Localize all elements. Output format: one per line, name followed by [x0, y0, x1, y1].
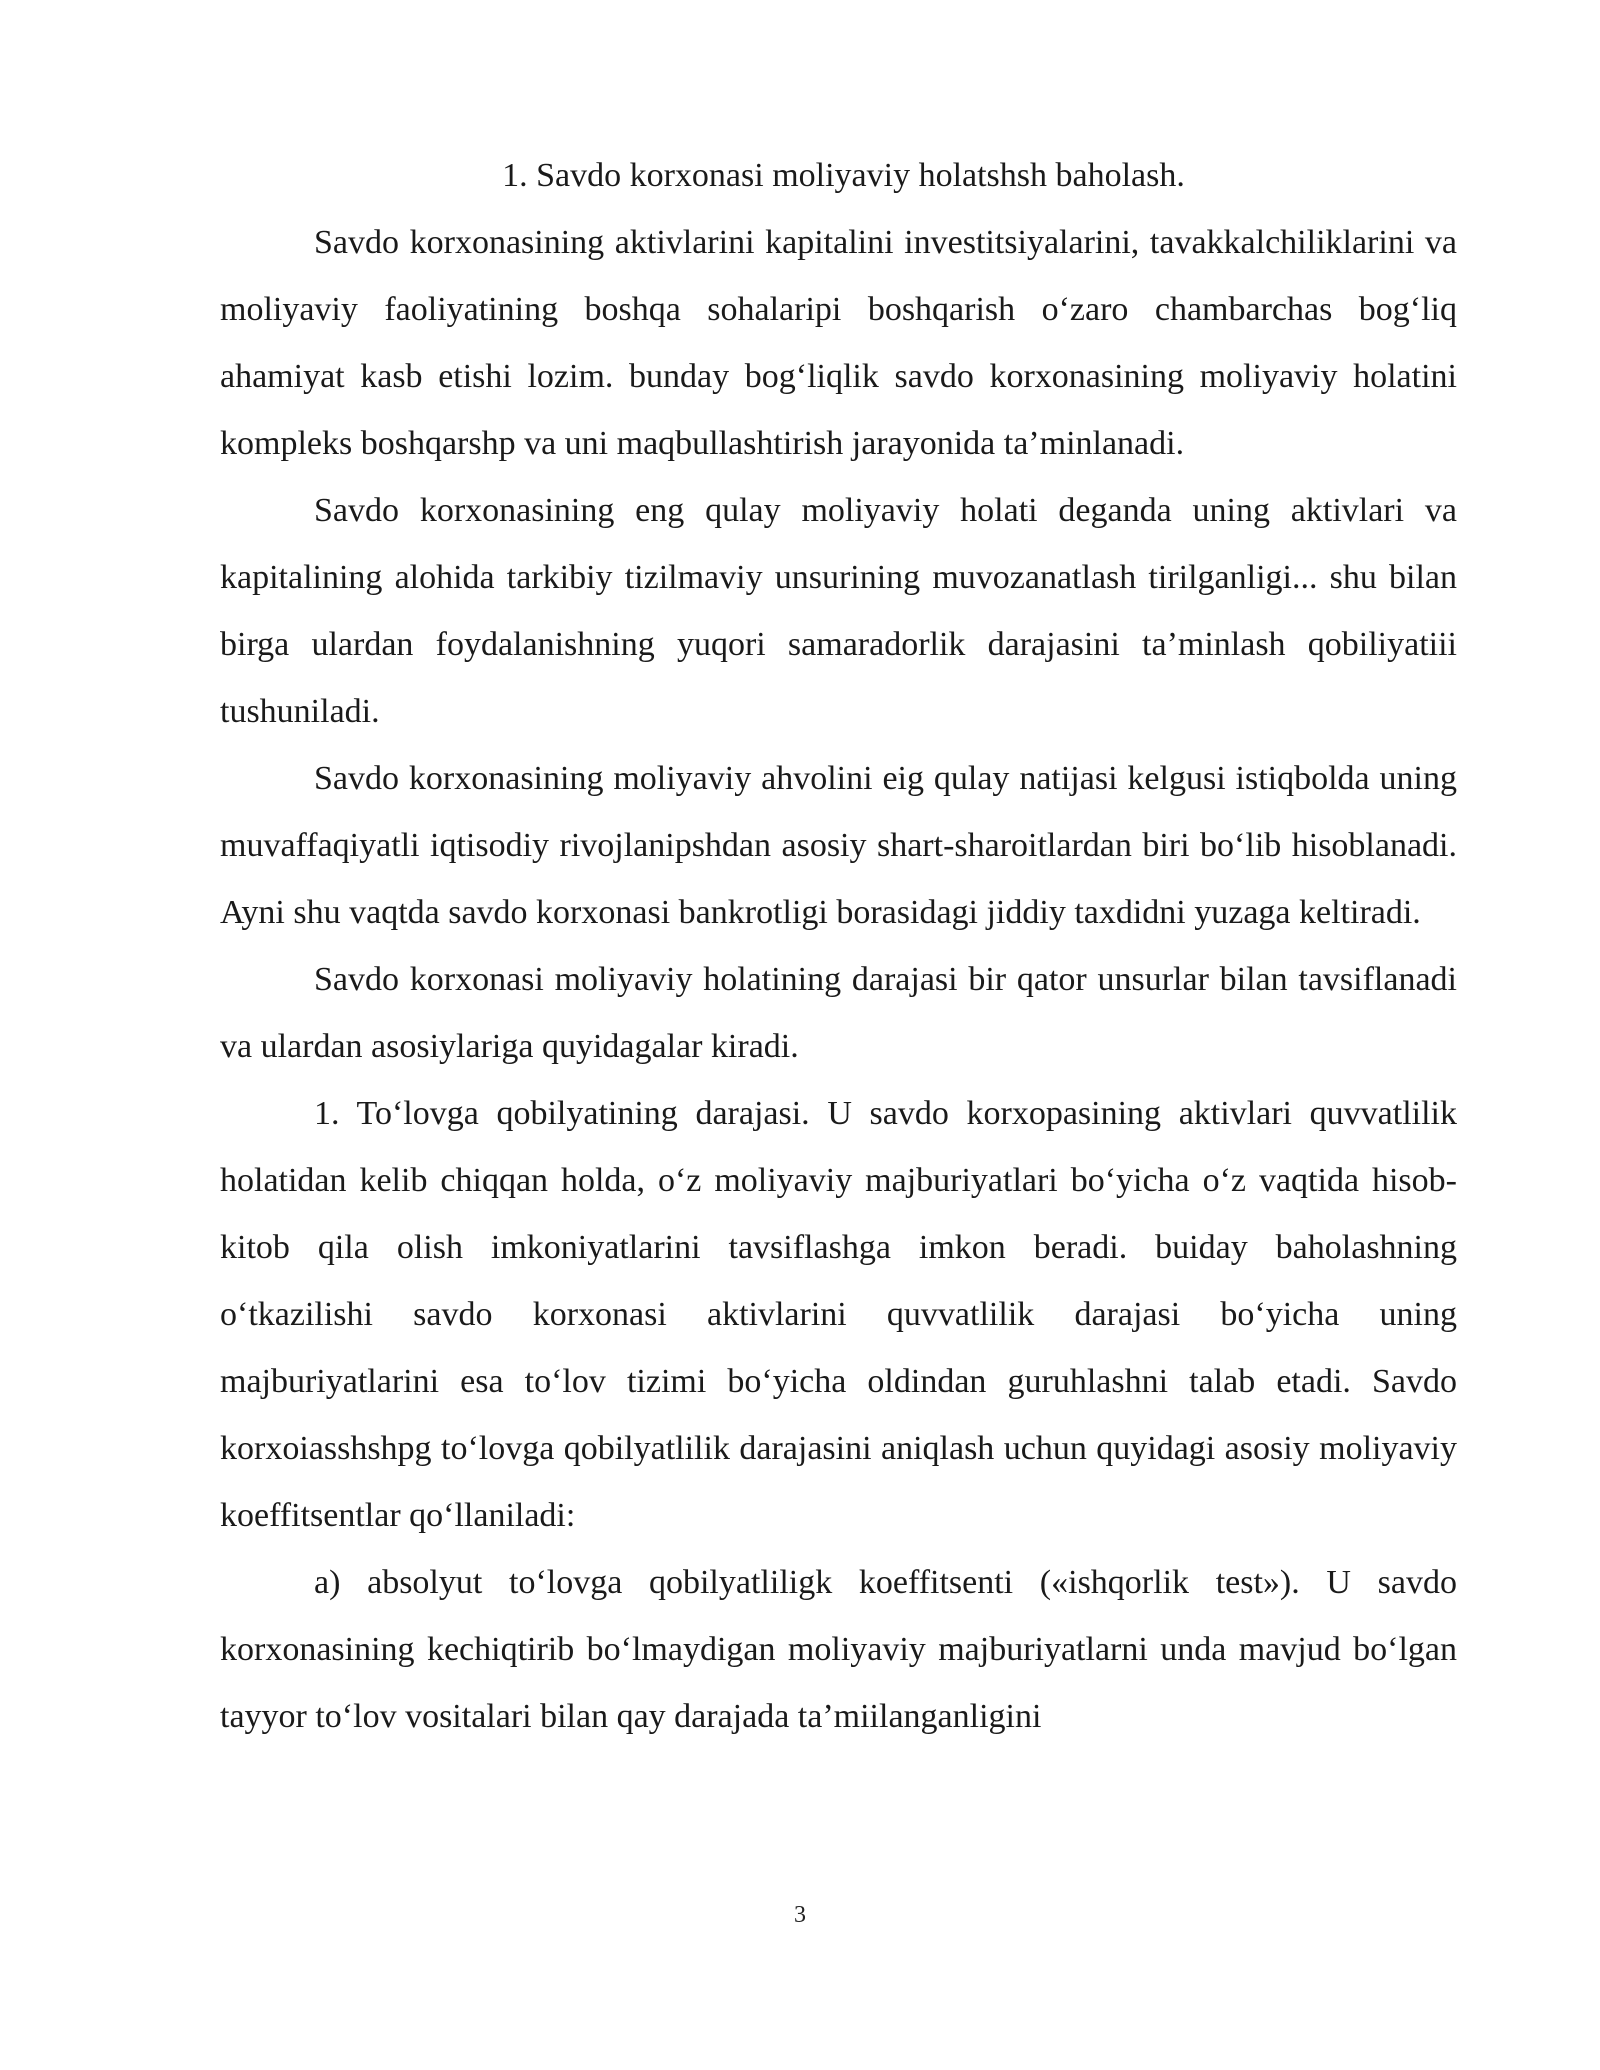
- paragraph: Savdo korxonasining aktivlarini kapitalini investitsiyalarini, tavakkalchiliklarini va moliyaviy faoliyatining boshqa sohalaripi boshqarish o‘zaro chambarchas bog‘liq ahamiyat kasb etishi lozim. bunday bog‘liqlik savdo korxonasining moliyaviy holatini kompleks boshqarshp va uni maqbullashtirish jarayonida ta’minlanadi.: [220, 224, 1457, 462]
- paragraph: Savdo korxonasining eng qulay moliyaviy holati deganda uning aktivlari va kapitalining alohida tarkibiy tizilmaviy unsurining muvozanatlash tirilganligi... shu bilan birga ulardan foydalanishning yuqori samaradorlik darajasini ta’minlash qobiliyatiii tushuniladi.: [220, 492, 1457, 730]
- paragraph: Savdo korxonasining moliyaviy ahvolini eig qulay natijasi kelgusi istiqbolda uning muvaffaqiyatli iqtisodiy rivojlanipshdan asosiy shart-sharoitlardan biri bo‘lib hisoblanadi. Ayni shu vaqtda savdo korxonasi bankrotligi borasidagi jiddiy taxdidni yuzaga keltiradi.: [220, 760, 1457, 931]
- paragraph: Savdo korxonasi moliyaviy holatining darajasi bir qator unsurlar bilan tavsiflanadi va ulardan asosiylariga quyidagalar kiradi.: [220, 961, 1457, 1065]
- document-body: [220, 142, 1457, 1750]
- paragraph: 1. To‘lovga qobilyatining darajasi. U savdo korxopasining aktivlari quvvatlilik holatidan kelib chiqqan holda, o‘z moliyaviy majburiyatlari bo‘yicha o‘z vaqtida hisob-kitob qila olish imkoniyatlarini tavsiflashga imkon beradi. buiday baholashning o‘tkazilishi savdo korxonasi aktivlarini quvvatlilik darajasi bo‘yicha uning majburiyatlarini esa to‘lov tizimi bo‘yicha oldindan guruhlashni talab etadi. Savdo korxoiasshshpg to‘lovga qobilyatlilik darajasini aniqlash uchun quyidagi asosiy moliyaviy koeffitsentlar qo‘llaniladi:: [220, 1095, 1457, 1534]
- page-number: 3: [794, 1902, 806, 1928]
- section-heading: 1. Savdo korxonasi moliyaviy holatshsh baholash.: [502, 157, 1185, 194]
- paragraph: a) absolyut to‘lovga qobilyatliligk koeffitsenti («ishqorlik test»). U savdo korxonasining kechiqtirib bo‘lmaydigan moliyaviy majburiyatlarni unda mavjud bo‘lgan tayyor to‘lov vositalari bilan qay darajada ta’miilanganligini: [220, 1564, 1457, 1735]
